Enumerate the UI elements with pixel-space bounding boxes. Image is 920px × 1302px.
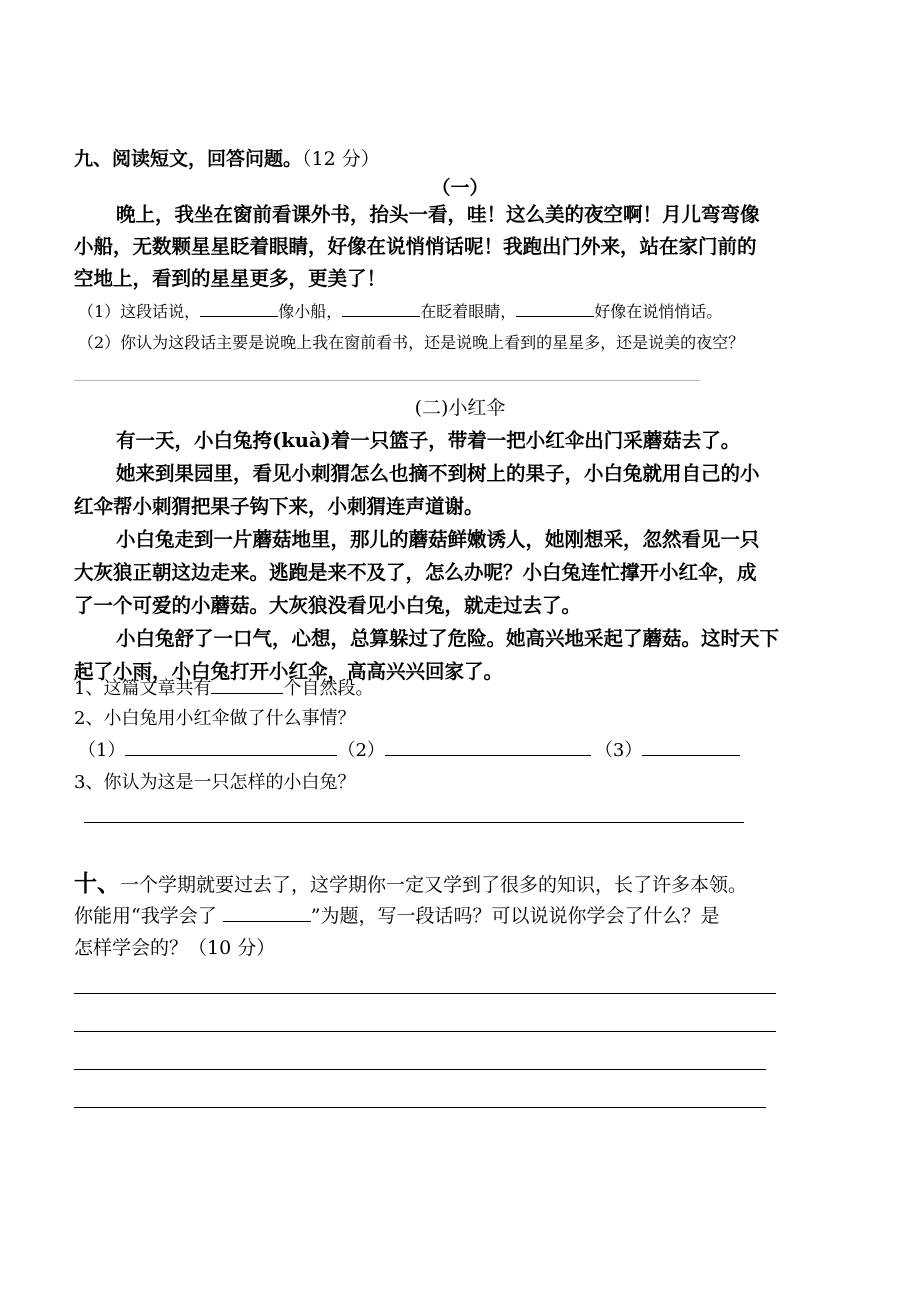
title-blank[interactable] [223,903,311,922]
answer-blank[interactable] [125,737,337,756]
story-line-8: 起了小雨，小白兔打开小红伞，高高兴兴回家了。 [74,660,504,683]
part-1-title: （一） [431,177,489,199]
answer-blank[interactable] [385,737,591,756]
story-line-6: 了一个可爱的小蘑菇。大灰狼没看见小白兔，就走过去了。 [74,594,582,617]
section-10-number: 十、 [74,870,120,897]
part-1-question-2: （2）你认为这段话主要是说晚上我在窗前看书，还是说晚上看到的星星多，还是说美的夜空？ [78,333,745,352]
section-10-line-2: 你能用“我学会了 ”为题，写一段话吗？可以说说你学会了什么？是 [74,905,720,927]
writing-line[interactable] [74,1069,766,1070]
part-2-question-3: 3、你认为这是一只怎样的小白兔？ [74,772,356,793]
part-1-paragraph-line-1: 晚上，我坐在窗前看课外书，抬头一看，哇！这么美的夜空啊！月儿弯弯像 [116,203,760,226]
part-1-question-1: （1）这段话说， 像小船， 在眨着眼睛， 好像在说悄悄话。 [78,298,722,325]
part-1-paragraph-line-2: 小船，无数颗星星眨着眼睛，好像在说悄悄话呢！我跑出门外来，站在家门前的 [74,235,757,258]
section-9-title: 九、阅读短文，回答问题。 [74,148,303,170]
answer-blank[interactable] [642,737,740,756]
story-line-3: 红伞帮小刺猬把果子钩下来，小刺猬连声道谢。 [74,495,484,518]
writing-line[interactable] [74,1107,766,1108]
writing-line[interactable] [74,1031,776,1032]
section-10-line-3: 怎样学会的？（10 分） [74,937,276,959]
answer-blank[interactable] [342,298,420,317]
story-line-1: 有一天，小白兔挎(kuà)着一只篮子，带着一把小红伞出门采蘑菇去了。 [116,429,741,452]
part-1-paragraph-line-3: 空地上，看到的星星更多，更美了！ [74,267,387,290]
part-2-title: (二)小红伞 [414,397,506,419]
part-2-question-2-answers: （1） （2） （3） [78,736,740,766]
story-line-4: 小白兔走到一片蘑菇地里，那儿的蘑菇鲜嫩诱人，她刚想采，忽然看见一只 [116,528,760,551]
answer-blank[interactable] [516,298,594,317]
answer-blank[interactable] [200,298,278,317]
section-9-heading [74,144,380,171]
story-line-7: 小白兔舒了一口气，心想，总算躲过了危险。她高兴地采起了蘑菇。这时天下 [116,627,780,650]
answer-line[interactable] [84,822,744,823]
answer-blank[interactable] [211,675,283,694]
part-2-question-1: 1、这篇文章共有 个自然段。 [74,674,373,704]
section-9-score: （12 分） [302,148,380,170]
story-line-5: 大灰狼正朝这边走来。逃跑是来不及了，怎么办呢？小白兔连忙撑开小红伞，成 [74,561,757,584]
answer-line[interactable] [74,380,700,381]
part-2-question-2: 2、小白兔用小红伞做了什么事情？ [74,708,356,729]
story-line-2: 她来到果园里，看见小刺猬怎么也摘不到树上的果子，小白兔就用自己的小 [116,462,760,485]
section-10-line-1: 十、一个学期就要过去了，这学期你一定又学到了很多的知识，长了许多本领。 [74,870,748,897]
writing-line[interactable] [74,993,776,994]
